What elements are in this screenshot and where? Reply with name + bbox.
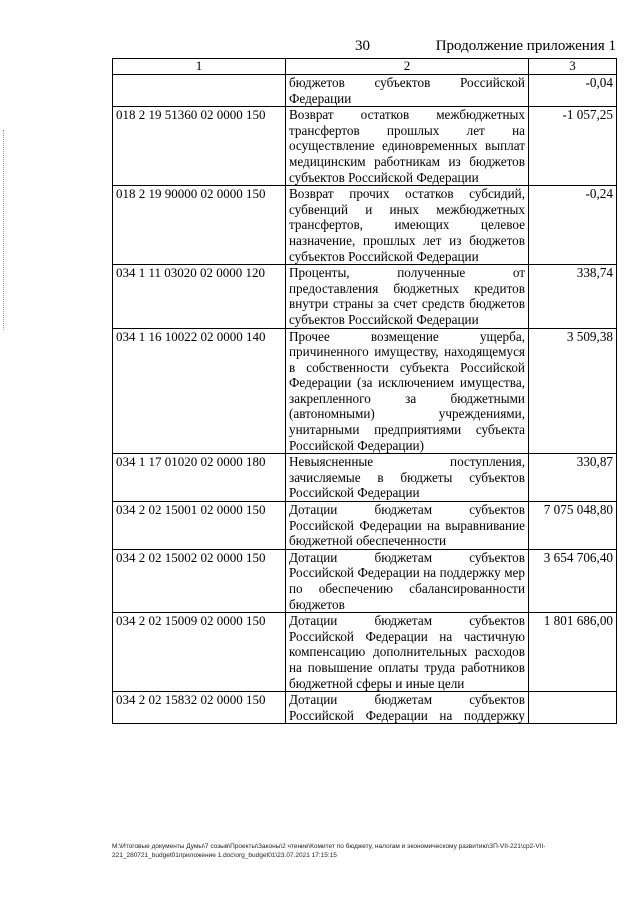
table-row <box>113 454 617 502</box>
table-row <box>113 107 617 186</box>
row-description: Дотации бюджетам субъектов Российской Федерации на поддержку мер по обеспечению сбалансированности бюджетов <box>286 549 529 612</box>
row-code: 034 1 11 03020 02 0000 120 <box>113 265 286 328</box>
row-description: Невыясненные поступления, зачисляемые в бюджеты субъектов Российской Федерации <box>286 454 529 502</box>
row-amount: 1 801 686,00 <box>529 613 617 692</box>
row-description: Прочее возмещение ущерба, причиненного имуществу, находящемуся в собственности субъекта Российской Федерации (за исключением имущества, закрепленного за бюджетными (автономными) учреждениями, унитарными предприятиями субъекта Российской Федерации) <box>286 328 529 454</box>
row-code: 018 2 19 90000 02 0000 150 <box>113 186 286 265</box>
row-amount: -1 057,25 <box>529 107 617 186</box>
page-number: 30 <box>355 38 370 54</box>
row-amount: 338,74 <box>529 265 617 328</box>
row-code: 034 2 02 15001 02 0000 150 <box>113 502 286 550</box>
continuation-title: Продолжение приложения 1 <box>435 38 616 54</box>
row-description: Возврат остатков межбюджетных трансфертов прошлых лет на осуществление единовременных выплат медицинским работникам из бюджетов субъектов Российской Федерации <box>286 107 529 186</box>
table-header-row <box>113 59 617 75</box>
row-amount: 3 509,38 <box>529 328 617 454</box>
row-amount: -0,04 <box>529 75 617 107</box>
table-row <box>113 75 617 107</box>
row-amount <box>529 692 617 724</box>
table-row <box>113 549 617 612</box>
row-code: 034 2 02 15002 02 0000 150 <box>113 549 286 612</box>
row-description: Дотации бюджетам субъектов Российской Федерации на выравнивание бюджетной обеспеченности <box>286 502 529 550</box>
row-description: Проценты, полученные от предоставления бюджетных кредитов внутри страны за счет средств бюджетов субъектов Российской Федерации <box>286 265 529 328</box>
row-code: 034 1 17 01020 02 0000 180 <box>113 454 286 502</box>
row-description: Дотации бюджетам субъектов Российской Федерации на поддержку <box>286 692 529 724</box>
row-description: бюджетов субъектов Российской Федерации <box>286 75 529 107</box>
table-row <box>113 328 617 454</box>
row-amount: 330,87 <box>529 454 617 502</box>
row-code <box>113 75 286 107</box>
table-row <box>113 502 617 550</box>
row-code: 034 2 02 15009 02 0000 150 <box>113 613 286 692</box>
row-description: Возврат прочих остатков субсидий, субвенций и иных межбюджетных трансфертов, имеющих целевое назначение, прошлых лет из бюджетов субъектов Российской Федерации <box>286 186 529 265</box>
table-row <box>113 186 617 265</box>
row-description: Дотации бюджетам субъектов Российской Федерации на частичную компенсацию дополнительных расходов на повышение оплаты труда работников бюджетной сферы и иные цели <box>286 613 529 692</box>
column-header-1: 1 <box>113 59 286 75</box>
row-amount: 3 654 706,40 <box>529 549 617 612</box>
left-margin-dots <box>3 130 4 330</box>
table-row <box>113 265 617 328</box>
table-row <box>113 613 617 692</box>
budget-table <box>112 58 617 724</box>
column-header-3: 3 <box>529 59 617 75</box>
row-code: 034 2 02 15832 02 0000 150 <box>113 692 286 724</box>
row-code: 018 2 19 51360 02 0000 150 <box>113 107 286 186</box>
row-code: 034 1 16 10022 02 0000 140 <box>113 328 286 454</box>
row-amount: -0,24 <box>529 186 617 265</box>
column-header-2: 2 <box>286 59 529 75</box>
footer-file-path: M:\Итоговые документы Думы\7 созыв\Проекты\Законы\2 чтение\Комитет по бюджету, налогам и экономическому развитию\ЗП-VII-221\ср2-VII-221_280721_budget01приложение 1.doc\org_budget01\23.07.2021 17:15:15 <box>112 843 546 859</box>
row-amount: 7 075 048,80 <box>529 502 617 550</box>
table-row <box>113 692 617 724</box>
